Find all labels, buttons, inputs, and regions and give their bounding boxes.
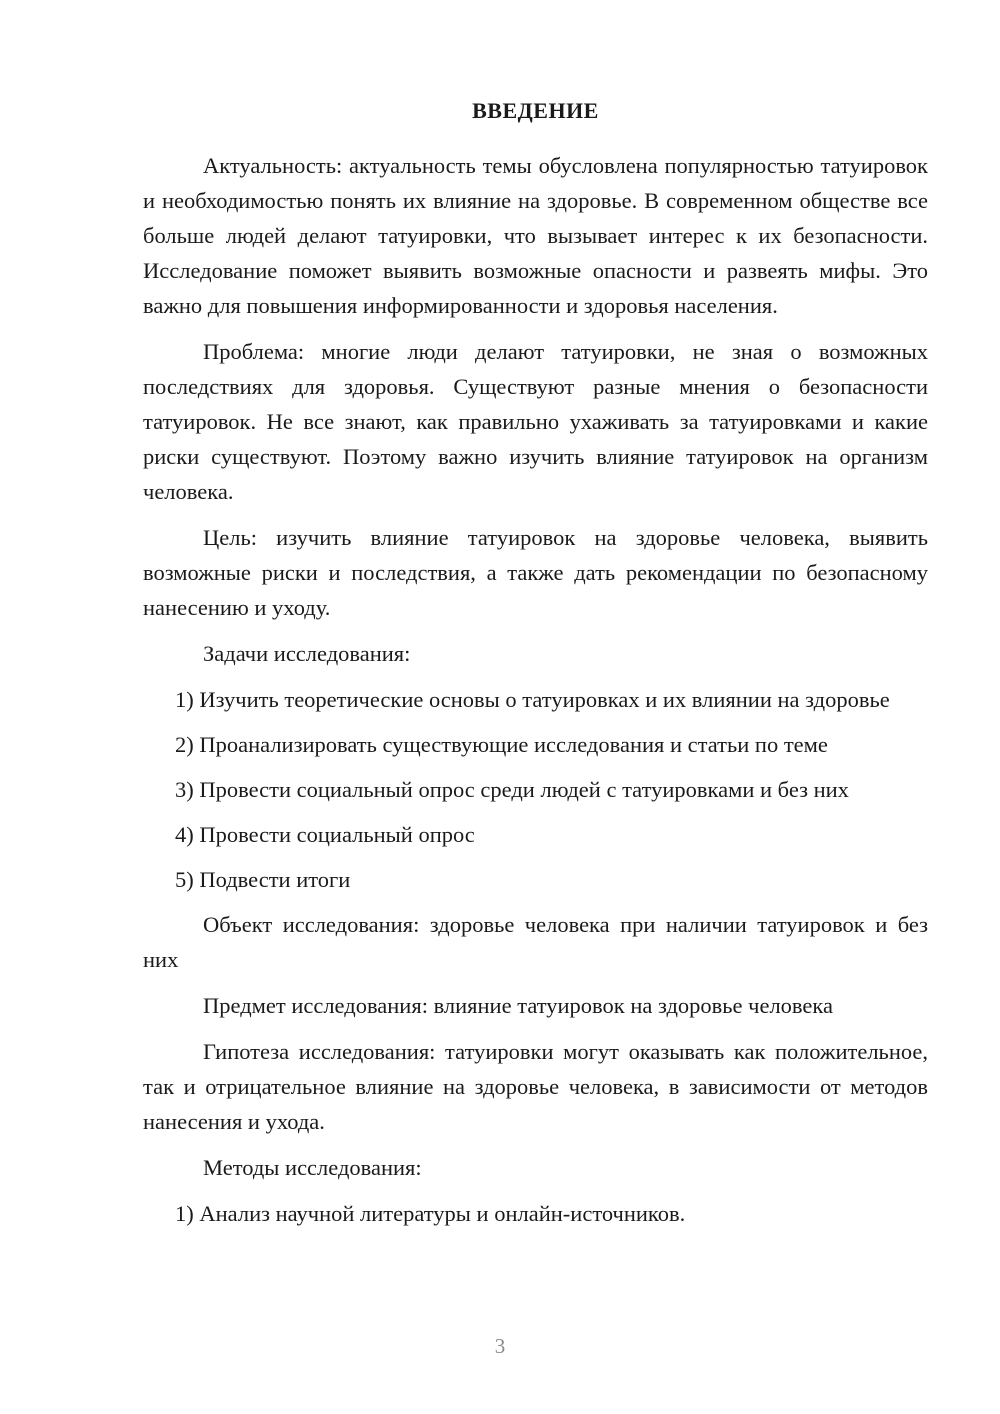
paragraph-subject: Предмет исследования: влияние татуировок на здоровье человека [203,993,833,1018]
page-number: 3 [494,1334,506,1358]
task-item-3: 3) Провести социальный опрос среди людей с татуировками и без них [175,777,849,802]
method-item-1: 1) Анализ научной литературы и онлайн-источников. [175,1201,686,1226]
task-item-4: 4) Провести социальный опрос [175,822,475,847]
task-item-5: 5) Подвести итоги [175,867,351,892]
paragraph-hypothesis: Гипотеза исследования: татуировки могут оказывать как положительное, так и отрицательное влияние на здоровье человека, в зависимости от методов нанесения и ухода. [143,1039,928,1134]
section-title: ВВЕДЕНИЕ [472,98,599,123]
paragraph-goal: Цель: изучить влияние татуировок на здоровье человека, выявить возможные риски и последствия, а также дать рекомендации по безопасному нанесению и уходу. [143,525,928,620]
task-item-2: 2) Проанализировать существующие исследования и статьи по теме [175,732,828,757]
tasks-heading: Задачи исследования: [203,641,411,666]
task-item-1: 1) Изучить теоретические основы о татуировках и их влиянии на здоровье [175,687,890,712]
paragraph-object: Объект исследования: здоровье человека при наличии татуировок и без них [143,912,928,972]
document-page [143,96,928,1241]
methods-heading: Методы исследования: [203,1155,422,1180]
paragraph-problem: Проблема: многие люди делают татуировки, не зная о возможных последствиях для здоровья. Существуют разные мнения о безопасности татуировок. Не все знают, как правильно ухаживать за татуировками и какие риски существуют. Поэтому важно изучить влияние татуировок на организм человека. [143,339,928,504]
paragraph-relevance: Актуальность: актуальность темы обусловлена популярностью татуировок и необходимостью понять их влияние на здоровье. В современном обществе все больше людей делают татуировки, что вызывает интерес к их безопасности. Исследование поможет выявить возможные опасности и развеять мифы. Это важно для повышения информированности и здоровья населения. [143,153,928,318]
